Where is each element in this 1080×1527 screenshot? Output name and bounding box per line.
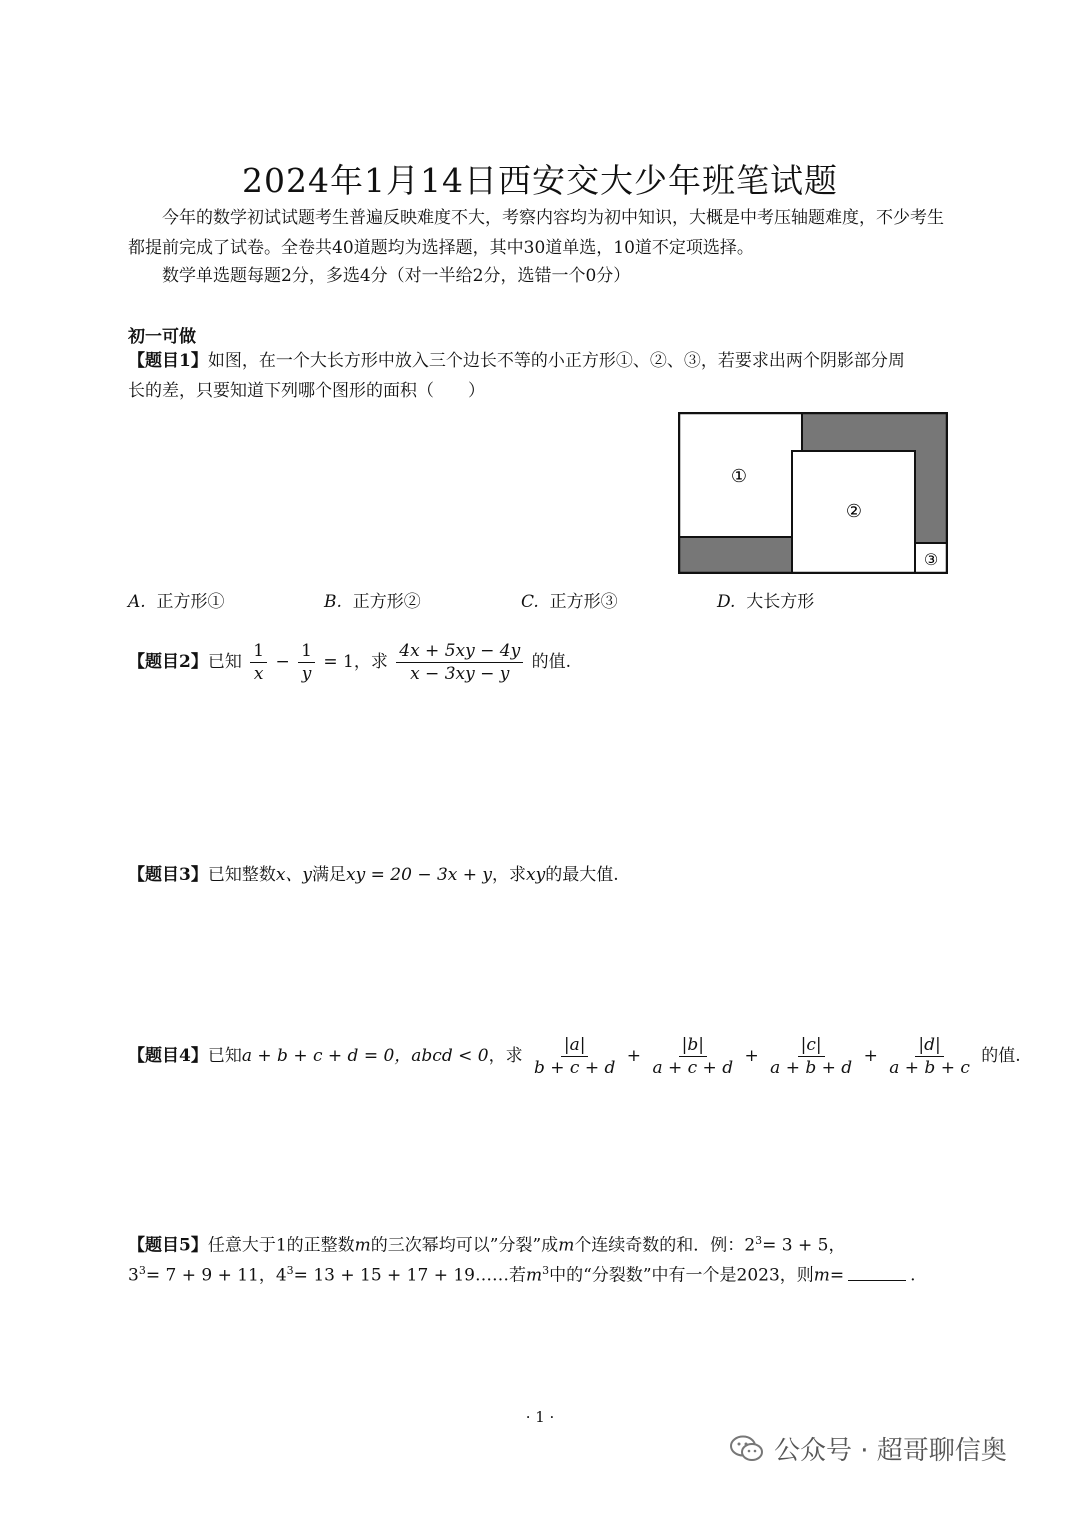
example-2-exponent: 3 [138,1264,146,1277]
fraction-numerator: |d| [915,1034,943,1057]
question-1-tag: 【题目1】 [128,351,208,371]
minus-sign: − [275,652,290,672]
example-1-rhs: = 3 + 5， [762,1235,846,1256]
question-5-text-a: 任意大于1的正整数 [207,1235,355,1256]
intro-paragraph-2: 数学单选题每题2分，多选4分（对一半给2分，选错一个0分） [162,266,631,286]
square-1-label: ① [730,466,748,487]
page-title: 2024年1月14日西安交大少年班笔试题 [242,161,838,200]
fraction-denominator: a + b + d [770,1058,853,1078]
fraction-b [649,1034,736,1079]
fraction-numerator: |a| [561,1034,589,1057]
period: . [910,1265,916,1286]
fraction-1-over-x [250,640,267,685]
intro-paragraph-1: 今年的数学初试试题考生普遍反映难度不大，考察内容均为初中知识，大概是中考压轴题难度，不少考生都提前完成了试卷。全卷共40道题均为选择题，其中30道单选，10道不定项选择。 [128,208,944,258]
question-4-pre: 已知 [207,1046,242,1066]
question-3-tag: 【题目3】 [128,865,208,885]
question-2-tag: 【题目2】 [128,652,208,672]
option-d-letter: D. [717,592,736,612]
question-4 [128,1034,1021,1079]
page-number: · 1 · [525,1408,555,1426]
example-2-base: 3 [128,1265,139,1286]
question-3-target: xy [526,865,546,885]
fraction-denominator: a + c + d [652,1058,734,1078]
m-exponent: 3 [542,1264,550,1277]
question-2-post: 的值. [531,652,571,672]
fraction-numerator: 1 [298,640,315,663]
example-3-base: 4 [275,1265,287,1286]
question-1-text-1: 如图，在一个大长方形中放入三个边长不等的小正方形①、②、③，若要求出两个阴影部分周 [207,351,905,371]
fraction-a [531,1034,618,1079]
watermark-text: 公众号 · 超哥聊信奥 [774,1436,1007,1466]
fraction-c [767,1034,855,1079]
equation-rhs: = 1，求 [323,652,388,672]
option-b-letter: B. [324,592,342,612]
shaded-region-right [915,451,947,543]
question-2-pre: 已知 [207,652,242,672]
option-c-text: 正方形③ [549,592,618,612]
question-5-text-c: 个连续奇数的和．例： [574,1235,745,1256]
variable-m: m [813,1265,830,1286]
question-5-line-2 [128,1256,916,1291]
question-3-text-c: ，求 [492,865,527,885]
question-3-vars: x、y [275,865,313,885]
target-fraction [396,640,523,685]
fraction-numerator: 4x + 5xy − 4y [396,640,523,663]
question-4-condition: a + b + c + d = 0，abcd < 0 [241,1046,489,1066]
rectangle-squares-figure [678,412,948,574]
question-2 [128,640,571,685]
equals-sign: = [829,1265,845,1286]
example-3-rhs: = 13 + 15 + 17 + 19……若 [293,1265,527,1286]
fraction-numerator: 1 [250,640,267,663]
question-4-tag: 【题目4】 [128,1046,208,1066]
fraction-denominator: x [253,664,264,684]
option-a-letter: A. [128,592,146,612]
question-5-tag: 【题目5】 [128,1235,208,1256]
question-4-post: 的值. [981,1046,1021,1066]
option-b [324,587,421,612]
question-3-equation: xy = 20 − 3x + y [346,865,493,885]
question-1-line-2: 长的差，只要知道下列哪个图形的面积（ ） [128,381,485,401]
example-2-rhs: = 7 + 9 + 11， [145,1265,276,1286]
fraction-denominator: x − 3xy − y [410,664,510,684]
option-c-letter: C. [521,592,539,612]
question-5-text-b: 的三次幂均可以”分裂”成 [370,1235,559,1256]
fraction-denominator: b + c + d [533,1058,616,1078]
shaded-region-bottom [679,537,792,573]
example-1-exponent: 3 [755,1234,763,1247]
plus-sign: + [863,1046,878,1066]
question-5-text-d: 中的“分裂数”中有一个是2023，则 [549,1265,814,1286]
question-3 [128,860,619,890]
square-2-label: ② [845,501,863,522]
option-a [128,587,225,612]
fraction-d [886,1034,973,1079]
question-3-text-b: 满足 [312,865,347,885]
variable-m: m [526,1265,543,1286]
answer-blank[interactable] [848,1262,906,1281]
fraction-denominator: y [301,664,312,684]
fraction-numerator: |b| [679,1034,707,1057]
question-1-line-1 [128,346,905,376]
option-a-text: 正方形① [156,592,225,612]
option-d-text: 大长方形 [746,592,815,612]
plus-sign: + [626,1046,642,1066]
option-d [717,587,814,612]
question-3-text-d: 的最大值. [545,865,619,885]
wechat-icon [730,1435,764,1463]
variable-m: m [558,1235,575,1256]
square-3-label: ③ [923,550,939,569]
example-3-exponent: 3 [286,1264,294,1277]
option-b-text: 正方形② [352,592,421,612]
plus-sign: + [744,1046,759,1066]
example-1-base: 2 [744,1235,756,1256]
fraction-1-over-y [298,640,315,685]
option-c [521,587,618,612]
fraction-numerator: |c| [798,1034,825,1057]
fraction-denominator: a + b + c [889,1058,970,1078]
shaded-region-top [802,413,947,451]
question-4-mid: ，求 [488,1046,523,1066]
variable-m: m [354,1235,371,1256]
question-3-text-a: 已知整数 [207,865,276,885]
watermark [730,1430,1007,1467]
section-title: 初一可做 [128,327,196,347]
